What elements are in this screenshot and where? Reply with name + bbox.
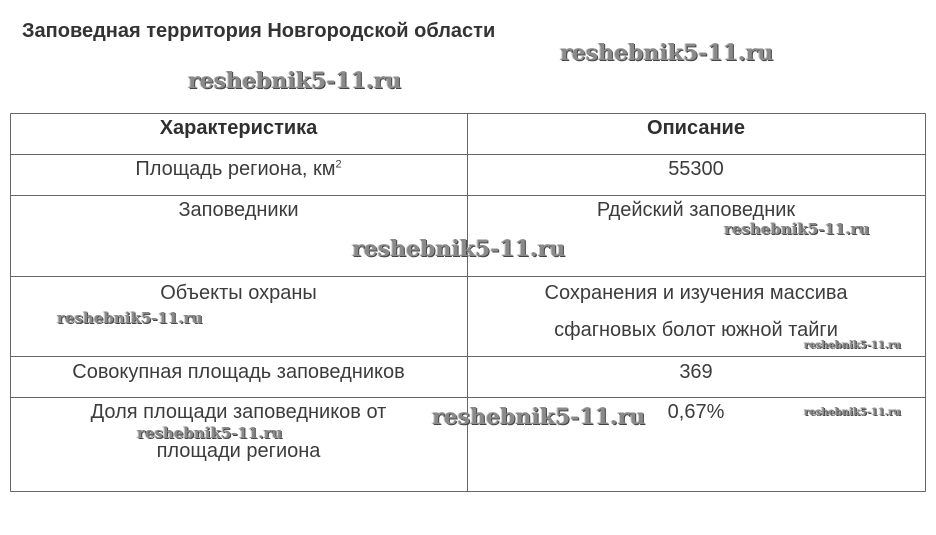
row-area-value: 55300 xyxy=(668,158,724,180)
watermark: reshebnik5-11.ru xyxy=(188,68,402,94)
row-area-label-text: Площадь региона, км xyxy=(135,158,336,180)
row-share-value: 0,67% xyxy=(667,401,725,423)
row-reserves-label: Заповедники xyxy=(178,199,299,221)
row-protection-value-line2: сфагновых болот южной тайги xyxy=(554,319,838,341)
watermark: reshebnik5-11.ru xyxy=(137,424,283,442)
row-area-label xyxy=(10,158,467,181)
watermark: reshebnik5-11.ru xyxy=(57,309,203,327)
header-characteristic: Характеристика xyxy=(159,117,318,139)
row-total-area-label: Совокупная площадь заповедников xyxy=(72,361,405,383)
row-reserves-value: Рдейский заповедник xyxy=(596,199,796,221)
row-share-label-line1: Доля площади заповедников от xyxy=(90,401,387,423)
row-share-label-line2: площади региона xyxy=(156,440,321,462)
row-protection-value-line1: Сохранения и изучения массива xyxy=(544,282,848,304)
page-title: Заповедная территория Новгородской области xyxy=(22,20,496,42)
watermark: reshebnik5-11.ru xyxy=(432,404,646,430)
row-total-area-value: 369 xyxy=(679,361,713,383)
row-protection-label: Объекты охраны xyxy=(160,282,317,304)
header-description: Описание xyxy=(647,117,745,139)
watermark: reshebnik5-11.ru xyxy=(804,407,901,418)
watermark: reshebnik5-11.ru xyxy=(560,40,774,66)
watermark: reshebnik5-11.ru xyxy=(352,236,566,262)
unit-superscript: 2 xyxy=(335,158,342,171)
watermark: reshebnik5-11.ru xyxy=(724,220,870,238)
watermark: reshebnik5-11.ru xyxy=(804,340,901,351)
